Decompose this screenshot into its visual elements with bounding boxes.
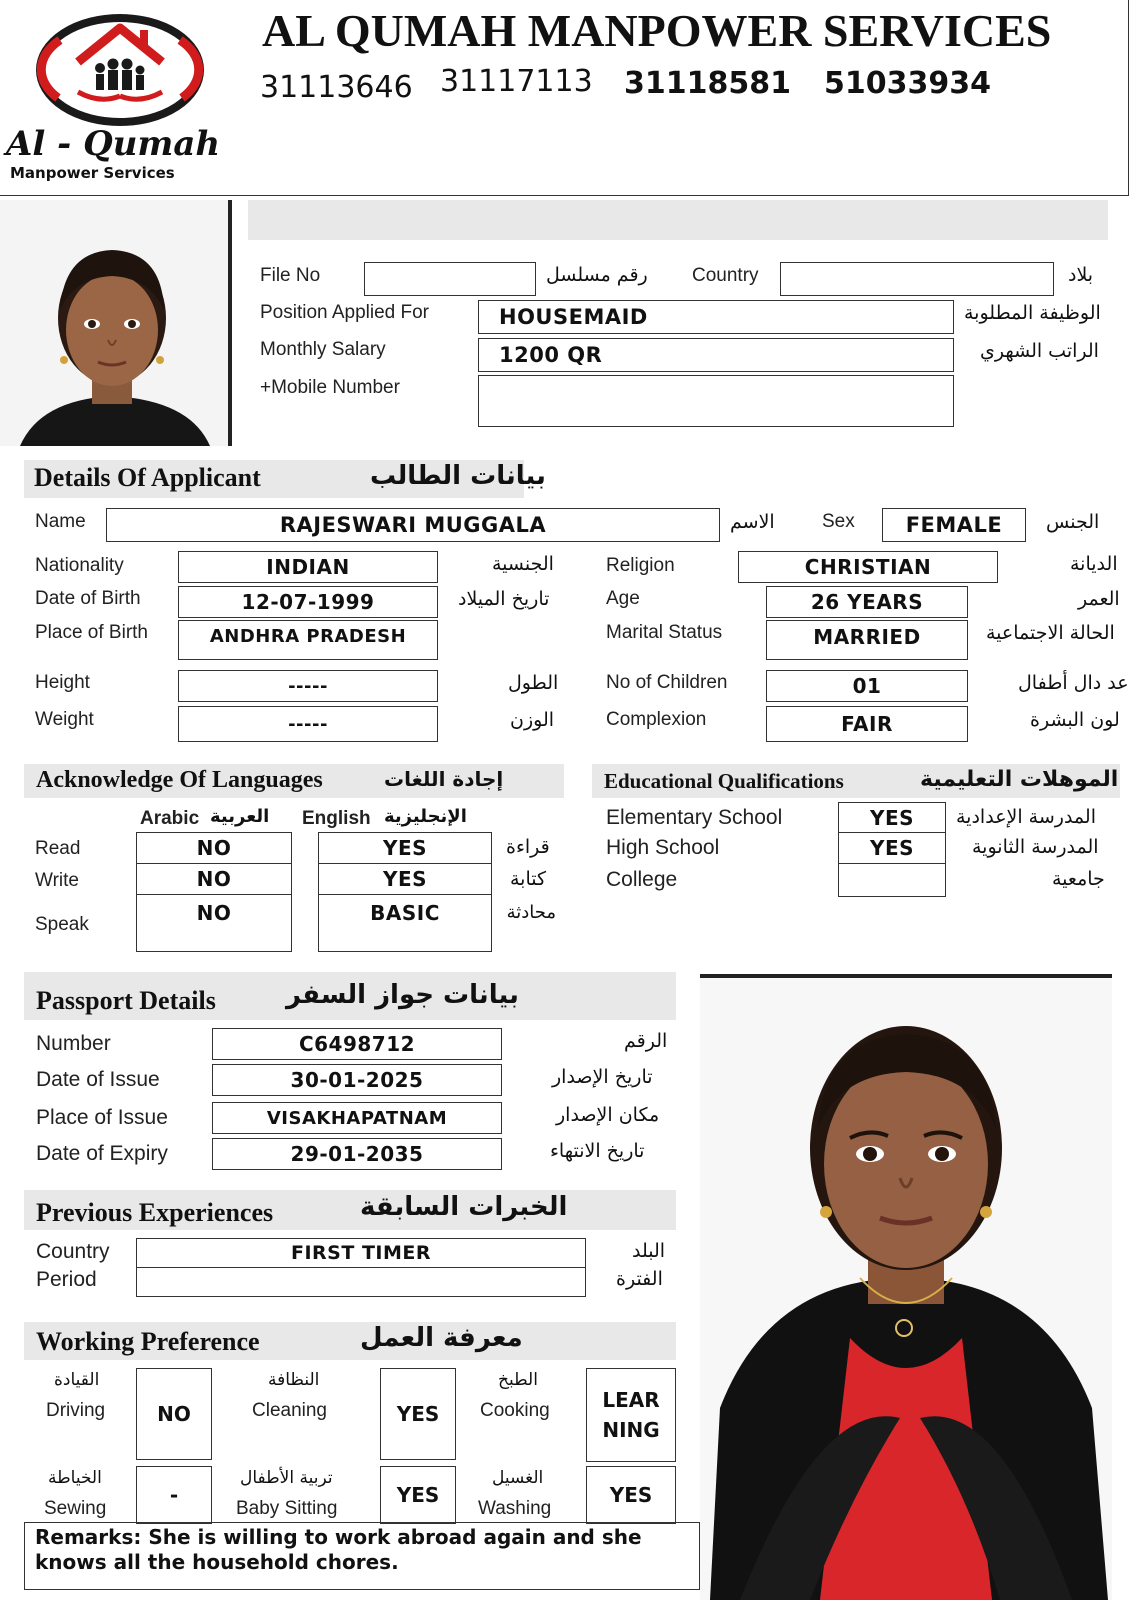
cleaning-value[interactable]: YES	[380, 1368, 456, 1460]
read-arabic-field[interactable]: NO	[136, 832, 292, 864]
name-label-ar: الاسم	[730, 511, 775, 533]
applicant-photo-small	[0, 200, 232, 446]
cooking-value[interactable]: LEARNING	[586, 1368, 676, 1462]
salary-label: Monthly Salary	[260, 339, 386, 360]
file-no-label: File No	[260, 265, 321, 286]
applicant-photo-large	[700, 974, 1112, 1600]
company-name: AL QUMAH MANPOWER SERVICES	[262, 5, 1052, 56]
expiry-date-field[interactable]: 29-01-2035	[212, 1138, 502, 1170]
speak-arabic-field[interactable]: NO	[136, 894, 292, 952]
portrait-large-icon	[700, 978, 1112, 1600]
baby-value[interactable]: YES	[380, 1466, 456, 1524]
experience-title-ar: الخبرات السابقة	[360, 1192, 568, 1222]
marital-label-ar: الحالة الاجتماعية	[986, 622, 1115, 644]
age-field[interactable]: 26 YEARS	[766, 586, 968, 618]
sewing-label-ar: الخياطة	[48, 1468, 102, 1488]
country-field[interactable]	[780, 262, 1054, 296]
phone-1: 31113646	[260, 70, 413, 105]
write-label: Write	[35, 870, 79, 891]
file-no-field[interactable]	[364, 262, 536, 296]
weight-field[interactable]: -----	[178, 706, 438, 742]
exp-period-field[interactable]	[136, 1267, 586, 1297]
remarks-text: She is willing to work abroad again and she knows all the household chores.	[35, 1525, 642, 1574]
cooking-label-ar: الطبخ	[498, 1370, 538, 1390]
passport-number-field[interactable]: C6498712	[212, 1028, 502, 1060]
languages-title-ar: إجادة اللغات	[384, 767, 504, 791]
working-section-header	[24, 1322, 676, 1360]
cleaning-label-ar: النظافة	[268, 1370, 320, 1390]
experience-section-header	[24, 1190, 676, 1230]
header	[0, 0, 1129, 196]
education-section-header	[592, 764, 1120, 798]
file-no-label-ar: رقم مسلسل	[546, 264, 648, 286]
washing-label-ar: الغسيل	[492, 1468, 544, 1488]
sewing-label: Sewing	[44, 1498, 107, 1519]
marital-label: Marital Status	[606, 622, 723, 643]
mobile-field[interactable]	[478, 375, 954, 427]
name-field[interactable]: RAJESWARI MUGGALA	[106, 508, 720, 542]
driving-label-ar: القيادة	[54, 1370, 100, 1390]
highschool-label-ar: المدرسة الثانوية	[972, 836, 1099, 858]
pob-field[interactable]: ANDHRA PRADESH	[178, 620, 438, 660]
applicant-title-ar: بيانات الطالب	[370, 461, 546, 491]
college-field[interactable]	[838, 863, 946, 897]
education-title: Educational Qualifications	[604, 769, 844, 793]
issue-date-label: Date of Issue	[36, 1068, 160, 1091]
position-field[interactable]: HOUSEMAID	[478, 300, 954, 334]
sex-field[interactable]: FEMALE	[882, 508, 1026, 542]
languages-section-header	[24, 764, 564, 798]
nationality-label-ar: الجنسية	[492, 553, 554, 575]
baby-label: Baby Sitting	[236, 1498, 338, 1519]
marital-field[interactable]: MARRIED	[766, 620, 968, 660]
english-col-label-ar: الإنجليزية	[384, 806, 467, 827]
religion-field[interactable]: CHRISTIAN	[738, 551, 998, 583]
issue-date-field[interactable]: 30-01-2025	[212, 1064, 502, 1096]
elementary-label-ar: المدرسة الإعدادية	[956, 806, 1096, 828]
cleaning-label: Cleaning	[252, 1400, 327, 1421]
nationality-label: Nationality	[35, 555, 124, 576]
country-label-ar: بلاد	[1068, 264, 1094, 286]
write-arabic-field[interactable]: NO	[136, 863, 292, 895]
salary-field[interactable]: 1200 QR	[478, 338, 954, 372]
elementary-field[interactable]: YES	[838, 802, 946, 834]
english-col-label: English	[302, 808, 371, 829]
position-label: Position Applied For	[260, 302, 429, 323]
children-field[interactable]: 01	[766, 670, 968, 702]
highschool-label: High School	[606, 836, 720, 859]
remarks-box	[24, 1522, 700, 1590]
passport-section-header	[24, 972, 676, 1020]
complexion-field[interactable]: FAIR	[766, 706, 968, 742]
logo-script-text: Al - Qumah	[6, 124, 221, 164]
top-banner	[248, 200, 1108, 240]
expiry-date-label-ar: تاريخ الانتهاء	[550, 1140, 645, 1162]
working-title: Working Preference	[36, 1327, 260, 1356]
issue-date-label-ar: تاريخ الإصدار	[552, 1066, 653, 1088]
weight-label-ar: الوزن	[510, 709, 555, 731]
nationality-field[interactable]: INDIAN	[178, 551, 438, 583]
complexion-label: Complexion	[606, 709, 707, 730]
applicant-title: Details Of Applicant	[34, 463, 261, 492]
exp-country-field[interactable]: FIRST TIMER	[136, 1238, 586, 1268]
passport-number-label-ar: الرقم	[624, 1030, 668, 1052]
languages-title: Acknowledge Of Languages	[36, 767, 323, 793]
washing-label: Washing	[478, 1498, 552, 1519]
read-english-field[interactable]: YES	[318, 832, 492, 864]
arabic-col-label-ar: العربية	[210, 806, 270, 827]
dob-field[interactable]: 12-07-1999	[178, 586, 438, 618]
height-label: Height	[35, 672, 90, 693]
sex-label-ar: الجنس	[1046, 511, 1100, 533]
salary-label-ar: الراتب الشهري	[980, 340, 1099, 362]
cooking-label: Cooking	[480, 1400, 550, 1421]
pob-label: Place of Birth	[35, 622, 148, 643]
college-label-ar: جامعية	[1052, 868, 1105, 890]
issue-place-label: Place of Issue	[36, 1106, 168, 1129]
passport-number-label: Number	[36, 1032, 111, 1055]
dob-label: Date of Birth	[35, 588, 141, 609]
speak-english-field[interactable]: BASIC	[318, 894, 492, 952]
speak-label: Speak	[35, 914, 89, 935]
weight-label: Weight	[35, 709, 94, 730]
company-logo	[0, 0, 240, 190]
religion-label-ar: الديانة	[1070, 553, 1118, 575]
baby-label-ar: تربية الأطفال	[240, 1468, 333, 1488]
exp-country-label: Country	[36, 1240, 110, 1263]
country-label: Country	[692, 265, 759, 286]
speak-label-ar: محادثة	[506, 902, 556, 923]
driving-value[interactable]: NO	[136, 1368, 212, 1460]
read-label: Read	[35, 838, 81, 859]
write-english-field[interactable]: YES	[318, 863, 492, 895]
sewing-value[interactable]: -	[136, 1466, 212, 1524]
washing-value[interactable]: YES	[586, 1466, 676, 1524]
position-label-ar: الوظيفة المطلوبة	[964, 302, 1101, 324]
read-label-ar: قراءة	[506, 836, 550, 858]
dob-label-ar: تاريخ الميلاد	[458, 588, 550, 610]
issue-place-label-ar: مكان الإصدار	[556, 1104, 660, 1126]
passport-title: Passport Details	[36, 986, 216, 1015]
expiry-date-label: Date of Expiry	[36, 1142, 168, 1165]
exp-country-label-ar: البلد	[632, 1240, 666, 1262]
phone-3: 31118581	[624, 66, 791, 101]
phone-4: 51033934	[824, 66, 991, 101]
age-label-ar: العمر	[1078, 588, 1120, 610]
passport-title-ar: بيانات جواز السفر	[286, 980, 519, 1010]
height-field[interactable]: -----	[178, 670, 438, 702]
issue-place-field[interactable]: VISAKHAPATNAM	[212, 1102, 502, 1134]
education-title-ar: الموهلات التعليمية	[920, 767, 1119, 792]
mobile-label: +Mobile Number	[260, 377, 400, 398]
exp-period-label: Period	[36, 1268, 97, 1291]
applicant-section-header	[24, 460, 546, 498]
driving-label: Driving	[46, 1400, 106, 1421]
college-label: College	[606, 868, 678, 891]
portrait-small-icon	[0, 200, 228, 446]
remarks-label: Remarks:	[35, 1525, 142, 1549]
children-label: No of Children	[606, 672, 728, 693]
sex-label: Sex	[822, 511, 855, 532]
highschool-field[interactable]: YES	[838, 832, 946, 864]
experience-title: Previous Experiences	[36, 1198, 274, 1227]
working-title-ar: معرفة العمل	[360, 1323, 523, 1353]
name-label: Name	[35, 511, 86, 532]
age-label: Age	[606, 588, 640, 609]
children-label-ar: عد دال أطفال	[1018, 672, 1129, 694]
phone-2: 31117113	[440, 64, 593, 99]
elementary-label: Elementary School	[606, 806, 783, 829]
arabic-col-label: Arabic	[140, 808, 200, 829]
exp-period-label-ar: الفترة	[616, 1268, 663, 1290]
height-label-ar: الطول	[508, 672, 559, 694]
complexion-label-ar: لون البشرة	[1030, 709, 1120, 731]
religion-label: Religion	[606, 555, 675, 576]
write-label-ar: كتابة	[510, 868, 547, 890]
logo-sub-text: Manpower Services	[10, 164, 175, 182]
